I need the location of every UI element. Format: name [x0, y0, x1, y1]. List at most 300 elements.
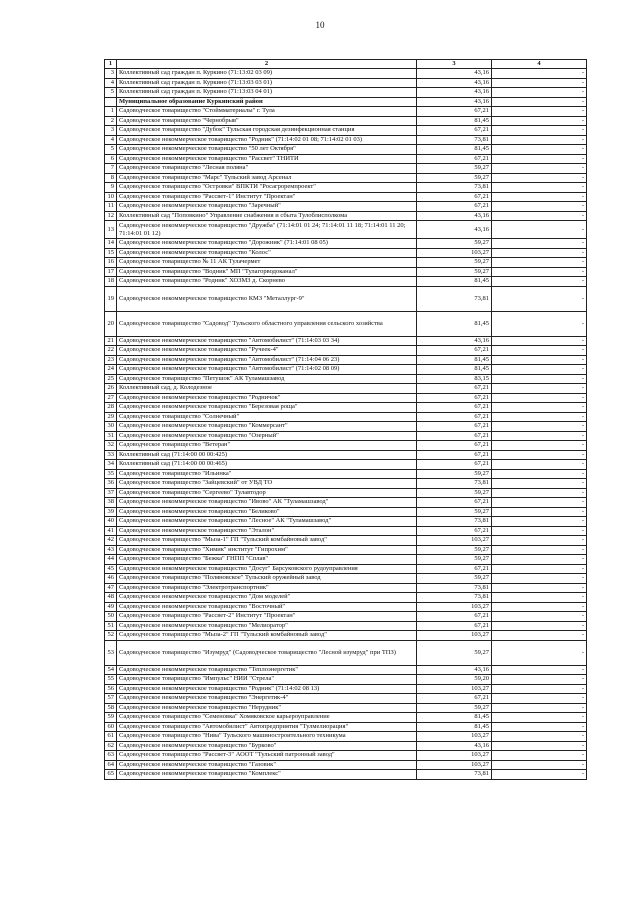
row-number: 38	[105, 498, 117, 508]
value-column-3: 73,81	[417, 135, 492, 145]
table-row	[105, 107, 587, 117]
table-row	[105, 258, 587, 268]
value-column-4: -	[492, 107, 587, 117]
value-column-3: 73,81	[417, 183, 492, 193]
organization-name: Садоводческое товарищество "Химик" институт "Гипрохим"	[117, 545, 417, 555]
table-row	[105, 374, 587, 384]
value-column-3: 59,27	[417, 703, 492, 713]
table-row	[105, 202, 587, 212]
organization-name: Садоводческое некоммерческое товарищество "Родник" (71:14:02 01 08; 71:14:02 01 03)	[117, 135, 417, 145]
table-row	[105, 384, 587, 394]
value-column-3: 81,45	[417, 722, 492, 732]
value-column-3: 43,16	[417, 211, 492, 221]
value-column-4: -	[492, 336, 587, 346]
organization-name: Садоводческое некоммерческое товарищество "Энергетик-4"	[117, 694, 417, 704]
organization-name: Садоводческое некоммерческое товарищество "Автомобилист" (71:14:02 08 09)	[117, 365, 417, 375]
organization-name: Садоводческое товарищество "Чернобрыв"	[117, 116, 417, 126]
row-number: 59	[105, 713, 117, 723]
row-number: 26	[105, 384, 117, 394]
organization-name: Садоводческое товарищество "Родник" ХОЗМЗ д. Скорнево	[117, 277, 417, 287]
value-column-3: 59,27	[417, 640, 492, 665]
organization-name: Садоводческое товарищество "Ильинка"	[117, 469, 417, 479]
organization-name: Садоводческое товарищество "Семеновка" Хомяковское карьероуправление	[117, 713, 417, 723]
organization-name: Садоводческое товарищество "Нива" Тульского машиностроительного техникума	[117, 732, 417, 742]
table-row	[105, 412, 587, 422]
organization-name: Садоводческое некоммерческое товарищество "Коммерсант"	[117, 422, 417, 432]
value-column-4: -	[492, 612, 587, 622]
value-column-4: -	[492, 154, 587, 164]
organization-name: Коллективный сад (71:14:00 00 00:425)	[117, 450, 417, 460]
value-column-3: 59,27	[417, 469, 492, 479]
row-number: 55	[105, 675, 117, 685]
value-column-4: -	[492, 526, 587, 536]
organization-name: Садоводческое некоммерческое товарищество "Ивово" АК "Туламашзавод"	[117, 498, 417, 508]
organization-name: Садоводческое некоммерческое товарищество "Эталон"	[117, 526, 417, 536]
value-column-4: -	[492, 78, 587, 88]
table-row	[105, 393, 587, 403]
organization-name: Садоводческое товарищество "Мыза-1" ГП "Тульский комбайновый завод"	[117, 536, 417, 546]
value-column-3: 67,21	[417, 154, 492, 164]
row-number: 36	[105, 479, 117, 489]
value-column-3: 103,27	[417, 760, 492, 770]
table-row	[105, 211, 587, 221]
value-column-4: -	[492, 311, 587, 336]
table-row	[105, 593, 587, 603]
row-number: 48	[105, 593, 117, 603]
value-column-3: 81,45	[417, 365, 492, 375]
value-column-4: -	[492, 574, 587, 584]
table-row	[105, 631, 587, 641]
table-row	[105, 145, 587, 155]
value-column-4: -	[492, 703, 587, 713]
table-row	[105, 741, 587, 751]
organization-name: Садоводческое некоммерческое товарищество "Комплекс"	[117, 770, 417, 780]
row-number: 17	[105, 267, 117, 277]
organization-name: Садоводческое некоммерческое товарищество "Теплоэнергетик"	[117, 665, 417, 675]
value-column-4: -	[492, 555, 587, 565]
row-number: 40	[105, 517, 117, 527]
value-column-4: -	[492, 640, 587, 665]
organization-name: Садоводческое некоммерческое товарищество "Рассвет" ТНИТИ	[117, 154, 417, 164]
table-row	[105, 311, 587, 336]
value-column-4: -	[492, 431, 587, 441]
organization-name: Садоводческое некоммерческое товарищество "Родничок"	[117, 393, 417, 403]
row-number: 49	[105, 602, 117, 612]
row-number: 62	[105, 741, 117, 751]
value-column-3: 67,21	[417, 192, 492, 202]
value-column-3: 59,27	[417, 239, 492, 249]
organization-name: Садоводческое некоммерческое товарищество "Автомобилист" (71:14:03 03 34)	[117, 336, 417, 346]
table-row	[105, 621, 587, 631]
row-number: 12	[105, 211, 117, 221]
row-number: 2	[105, 116, 117, 126]
value-column-4: -	[492, 760, 587, 770]
organization-name: Садоводческое товарищество "Стоймматериалы" г. Тула	[117, 107, 417, 117]
value-column-3: 59,20	[417, 675, 492, 685]
row-number: 34	[105, 460, 117, 470]
value-column-3: 103,27	[417, 631, 492, 641]
value-column-3: 67,21	[417, 107, 492, 117]
table-row	[105, 403, 587, 413]
row-number: 24	[105, 365, 117, 375]
value-column-4: -	[492, 675, 587, 685]
row-number: 18	[105, 277, 117, 287]
table-row	[105, 336, 587, 346]
value-column-4: -	[492, 422, 587, 432]
row-number: 3	[105, 69, 117, 79]
organization-name: Садоводческое некоммерческое товарищество "Беликово"	[117, 507, 417, 517]
table-row	[105, 431, 587, 441]
value-column-4: -	[492, 355, 587, 365]
value-column-3: 43,16	[417, 336, 492, 346]
table-row	[105, 713, 587, 723]
data-table	[104, 59, 587, 780]
row-number: 9	[105, 183, 117, 193]
organization-name: Садоводческое товарищество "Электротранспортник"	[117, 583, 417, 593]
table-row	[105, 517, 587, 527]
value-column-4: -	[492, 239, 587, 249]
row-number: 52	[105, 631, 117, 641]
table-row	[105, 469, 587, 479]
value-column-4: -	[492, 507, 587, 517]
table-row	[105, 760, 587, 770]
row-number: 3	[105, 126, 117, 136]
column-header-1: 1	[105, 60, 117, 69]
table-row	[105, 267, 587, 277]
table-row	[105, 684, 587, 694]
value-column-4: -	[492, 631, 587, 641]
value-column-3: 103,27	[417, 684, 492, 694]
row-number: 1	[105, 107, 117, 117]
value-column-4: -	[492, 183, 587, 193]
organization-name: Садоводческое некоммерческое товарищество "Озерный"	[117, 431, 417, 441]
value-column-4: -	[492, 741, 587, 751]
value-column-3: 81,45	[417, 116, 492, 126]
value-column-4: -	[492, 173, 587, 183]
value-column-3: 67,21	[417, 460, 492, 470]
row-number: 14	[105, 239, 117, 249]
organization-name: Муниципальное образование Куркинский район	[117, 97, 417, 107]
table-row	[105, 732, 587, 742]
value-column-4: -	[492, 164, 587, 174]
organization-name: Садоводческое некоммерческое товарищество "Лесное" АК "Туламашзавод"	[117, 517, 417, 527]
table-row	[105, 69, 587, 79]
organization-name: Садоводческое некоммерческое товарищество "Заречный"	[117, 202, 417, 212]
value-column-4: -	[492, 498, 587, 508]
row-number: 33	[105, 450, 117, 460]
table-row	[105, 526, 587, 536]
value-column-4: -	[492, 441, 587, 451]
organization-name: Садоводческое товарищество № 11 АК Тулачермет	[117, 258, 417, 268]
table-row	[105, 164, 587, 174]
value-column-3: 59,27	[417, 258, 492, 268]
row-number: 53	[105, 640, 117, 665]
value-column-4: -	[492, 684, 587, 694]
value-column-4: -	[492, 593, 587, 603]
row-number: 5	[105, 88, 117, 98]
organization-name: Садоводческое некоммерческое товарищество "Дорожник" (71:14:01 08 05)	[117, 239, 417, 249]
value-column-3: 67,21	[417, 526, 492, 536]
row-number: 4	[105, 78, 117, 88]
value-column-3: 59,27	[417, 164, 492, 174]
value-column-3: 73,81	[417, 770, 492, 780]
value-column-3: 103,27	[417, 751, 492, 761]
value-column-4: -	[492, 97, 587, 107]
value-column-3: 67,21	[417, 403, 492, 413]
column-header-3: 3	[417, 60, 492, 69]
value-column-4: -	[492, 770, 587, 780]
value-column-3: 67,21	[417, 202, 492, 212]
value-column-3: 43,16	[417, 69, 492, 79]
row-number: 23	[105, 355, 117, 365]
value-column-4: -	[492, 460, 587, 470]
value-column-4: -	[492, 365, 587, 375]
organization-name: Садоводческое товарищество "Мыза-2" ГП "Тульский комбайновый завод"	[117, 631, 417, 641]
organization-name: Садоводческое товарищество "Автомобилист" Автопредприятия "Тулмелиорация"	[117, 722, 417, 732]
value-column-3: 43,16	[417, 741, 492, 751]
value-column-4: -	[492, 479, 587, 489]
value-column-4: -	[492, 469, 587, 479]
value-column-3: 81,45	[417, 355, 492, 365]
value-column-3: 67,21	[417, 422, 492, 432]
row-number: 32	[105, 441, 117, 451]
table-row	[105, 183, 587, 193]
value-column-3: 67,21	[417, 393, 492, 403]
row-number: 35	[105, 469, 117, 479]
value-column-4: -	[492, 135, 587, 145]
row-number: 47	[105, 583, 117, 593]
organization-name: Садоводческое товарищество "Изумруд" (Садоводческое товарищество "Лесной изумруд" при ТПЗ)	[117, 640, 417, 665]
table-row	[105, 507, 587, 517]
table-row	[105, 173, 587, 183]
organization-name: Садоводческое товарищество "Рассвет-3" АООТ "Тульский патронный завод"	[117, 751, 417, 761]
column-header-4: 4	[492, 60, 587, 69]
table-row	[105, 583, 587, 593]
row-number: 56	[105, 684, 117, 694]
value-column-3: 103,27	[417, 248, 492, 258]
value-column-3: 67,21	[417, 498, 492, 508]
value-column-3: 59,27	[417, 574, 492, 584]
value-column-4: -	[492, 286, 587, 311]
organization-name: Садоводческое некоммерческое товарищество "Колос"	[117, 248, 417, 258]
table-row	[105, 355, 587, 365]
organization-name: Коллективный сад граждан п. Куркино (71:13:03 03 01)	[117, 78, 417, 88]
row-number: 27	[105, 393, 117, 403]
row-number: 4	[105, 135, 117, 145]
organization-name: Садоводческое некоммерческое товарищество "Газовик"	[117, 760, 417, 770]
table-row	[105, 640, 587, 665]
row-number: 20	[105, 311, 117, 336]
table-row	[105, 770, 587, 780]
row-number: 45	[105, 564, 117, 574]
value-column-3: 81,45	[417, 277, 492, 287]
row-number: 42	[105, 536, 117, 546]
value-column-4: -	[492, 488, 587, 498]
value-column-4: -	[492, 202, 587, 212]
row-number: 22	[105, 346, 117, 356]
value-column-3: 67,21	[417, 431, 492, 441]
value-column-3: 43,16	[417, 78, 492, 88]
table-row	[105, 135, 587, 145]
organization-name: Садоводческое некоммерческое товарищество "Бурково"	[117, 741, 417, 751]
organization-name: Садоводческое некоммерческое товарищество "Мелиоратор"	[117, 621, 417, 631]
organization-name: Садоводческое товарищество "Дубок" Тульская городская дезинфекционная станция	[117, 126, 417, 136]
row-number: 39	[105, 507, 117, 517]
value-column-4: -	[492, 211, 587, 221]
organization-name: Садоводческое товарищество "Импульс" НИИ "Стрела"	[117, 675, 417, 685]
table-row	[105, 422, 587, 432]
value-column-4: -	[492, 621, 587, 631]
row-number: 8	[105, 173, 117, 183]
table-row	[105, 346, 587, 356]
organization-name: Коллективный сад граждан п. Куркино (71:13:03 04 01)	[117, 88, 417, 98]
row-number: 16	[105, 258, 117, 268]
table-body	[105, 69, 587, 780]
value-column-4: -	[492, 258, 587, 268]
table-row	[105, 154, 587, 164]
organization-name: Садоводческое некоммерческое товарищество КМЗ "Металлург-9"	[117, 286, 417, 311]
row-number: 25	[105, 374, 117, 384]
table-header-row	[105, 60, 587, 69]
value-column-4: -	[492, 665, 587, 675]
value-column-4: -	[492, 116, 587, 126]
value-column-4: -	[492, 88, 587, 98]
table-row	[105, 441, 587, 451]
table-row	[105, 536, 587, 546]
row-number: 61	[105, 732, 117, 742]
organization-name: Садоводческое товарищество "Солнечный"	[117, 412, 417, 422]
value-column-3: 43,16	[417, 665, 492, 675]
organization-name: Садоводческое товарищество "Зайцевский" от УВД ТО	[117, 479, 417, 489]
value-column-3: 59,27	[417, 173, 492, 183]
organization-name: Садоводческое товарищество "Рассвет-2" Институт "Проектан"	[117, 612, 417, 622]
table-row	[105, 450, 587, 460]
table-row	[105, 498, 587, 508]
organization-name: Садоводческое товарищество "Поляновское" Тульский оружейный завод	[117, 574, 417, 584]
table-row	[105, 574, 587, 584]
row-number: 57	[105, 694, 117, 704]
table-row	[105, 78, 587, 88]
column-header-2: 2	[117, 60, 417, 69]
row-number: 11	[105, 202, 117, 212]
row-number: 10	[105, 192, 117, 202]
table-row	[105, 751, 587, 761]
value-column-4: -	[492, 346, 587, 356]
row-number: 65	[105, 770, 117, 780]
table-row	[105, 221, 587, 239]
value-column-3: 67,21	[417, 450, 492, 460]
organization-name: Садоводческое некоммерческое товарищество "Березовая роща"	[117, 403, 417, 413]
table-row	[105, 703, 587, 713]
value-column-3: 59,27	[417, 488, 492, 498]
value-column-4: -	[492, 145, 587, 155]
row-number: 21	[105, 336, 117, 346]
table-row	[105, 675, 587, 685]
row-number: 37	[105, 488, 117, 498]
value-column-3: 81,45	[417, 311, 492, 336]
value-column-3: 67,21	[417, 564, 492, 574]
organization-name: Садоводческое товарищество "Петушок" АК Туламашзавод	[117, 374, 417, 384]
organization-name: Садоводческое некоммерческое товарищество "Ручеек-4"	[117, 346, 417, 356]
value-column-4: -	[492, 602, 587, 612]
table-row	[105, 694, 587, 704]
value-column-4: -	[492, 694, 587, 704]
table-row	[105, 365, 587, 375]
value-column-4: -	[492, 69, 587, 79]
row-number: 6	[105, 154, 117, 164]
value-column-3: 59,27	[417, 267, 492, 277]
value-column-3: 43,16	[417, 88, 492, 98]
organization-name: Садоводческое некоммерческое товарищество "Родник" (71:14:02 08 13)	[117, 684, 417, 694]
row-number: 58	[105, 703, 117, 713]
table-row	[105, 665, 587, 675]
table-row	[105, 545, 587, 555]
table-row	[105, 239, 587, 249]
row-number: 7	[105, 164, 117, 174]
value-column-3: 103,27	[417, 536, 492, 546]
value-column-4: -	[492, 450, 587, 460]
table-row	[105, 602, 587, 612]
organization-name: Коллективный сад, д. Колодезное	[117, 384, 417, 394]
row-number	[105, 97, 117, 107]
table-row	[105, 286, 587, 311]
value-column-3: 73,81	[417, 517, 492, 527]
value-column-4: -	[492, 374, 587, 384]
organization-name: Садоводческое товарищество "Ветеран"	[117, 441, 417, 451]
value-column-4: -	[492, 583, 587, 593]
value-column-3: 73,81	[417, 583, 492, 593]
value-column-3: 81,45	[417, 713, 492, 723]
organization-name: Садоводческое некоммерческое товарищество "Дом моделей"	[117, 593, 417, 603]
row-number: 30	[105, 422, 117, 432]
organization-name: Коллективный сад (71:14:00 00 00:465)	[117, 460, 417, 470]
row-number: 51	[105, 621, 117, 631]
organization-name: Садоводческое некоммерческое товарищество "Автомобилист" (71:14:04 06 23)	[117, 355, 417, 365]
row-number: 64	[105, 760, 117, 770]
row-number: 54	[105, 665, 117, 675]
value-column-4: -	[492, 713, 587, 723]
table-row	[105, 192, 587, 202]
value-column-4: -	[492, 545, 587, 555]
table-row	[105, 612, 587, 622]
value-column-4: -	[492, 732, 587, 742]
row-number: 19	[105, 286, 117, 311]
organization-name: Коллективный сад граждан п. Куркино (71:13:02 03 09)	[117, 69, 417, 79]
value-column-4: -	[492, 536, 587, 546]
organization-name: Садоводческое некоммерческое товарищество "Восточный"	[117, 602, 417, 612]
organization-name: Садоводческое товарищество "Водник" МП "Тулагорводоканал"	[117, 267, 417, 277]
row-number: 46	[105, 574, 117, 584]
organization-name: Садоводческое некоммерческое товарищество "50 лет Октября"	[117, 145, 417, 155]
table-row	[105, 88, 587, 98]
row-number: 50	[105, 612, 117, 622]
organization-name: Садоводческое некоммерческое товарищество "Досуг" Барсуковского рудоуправления	[117, 564, 417, 574]
value-column-4: -	[492, 393, 587, 403]
value-column-3: 67,21	[417, 384, 492, 394]
row-number: 41	[105, 526, 117, 536]
value-column-3: 67,21	[417, 612, 492, 622]
row-number: 28	[105, 403, 117, 413]
table-row	[105, 116, 587, 126]
value-column-3: 67,21	[417, 126, 492, 136]
row-number: 29	[105, 412, 117, 422]
value-column-3: 67,21	[417, 346, 492, 356]
table-row	[105, 488, 587, 498]
row-number: 44	[105, 555, 117, 565]
organization-name: Садоводческое товарищество "Островки" ВПКТИ "Росагроремпроект"	[117, 183, 417, 193]
table-row	[105, 460, 587, 470]
value-column-4: -	[492, 192, 587, 202]
